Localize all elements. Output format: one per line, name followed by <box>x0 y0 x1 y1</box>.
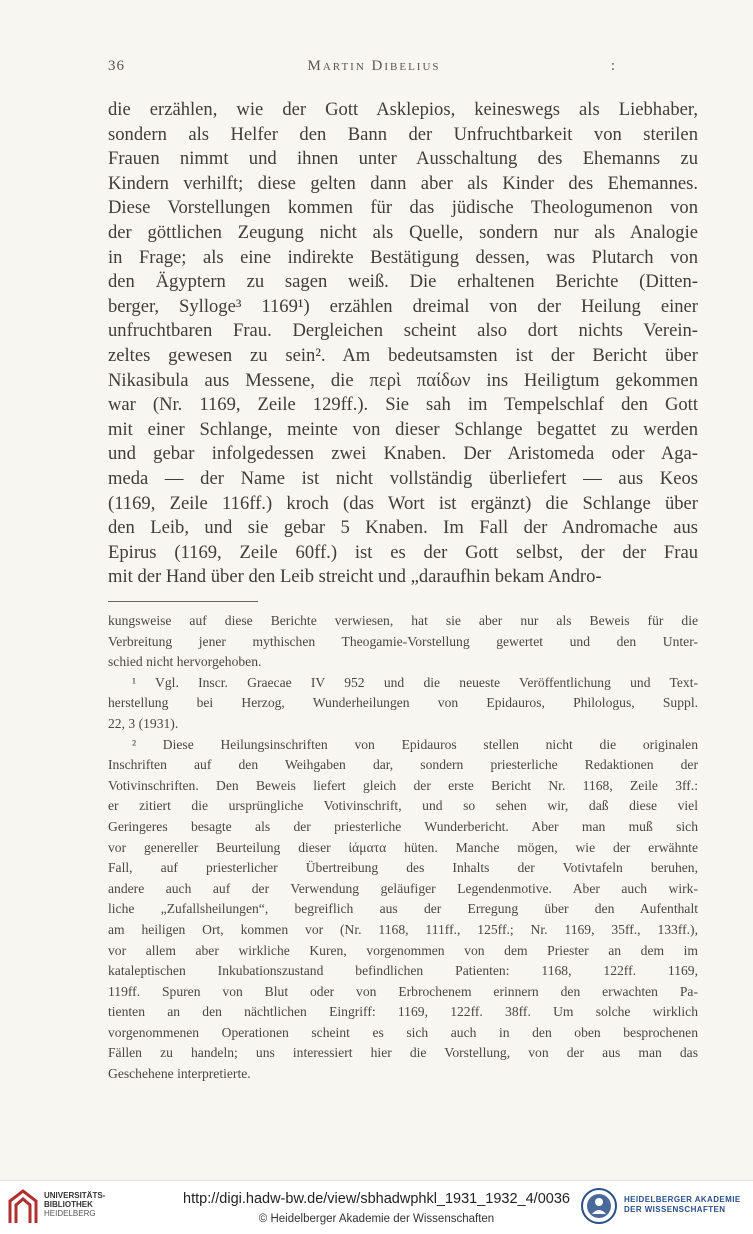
text-line: Epirus (1169, Zeile 60ff.) ist es der Gott selbst, der der Frau <box>108 541 698 563</box>
footnote-line: kataleptischen Inkubationszustand befindlichen Patienten: 1168, 122ff. 1169, <box>108 963 698 979</box>
text-line: unfruchtbaren Frau. Dergleichen scheint also dort nichts Verein- <box>108 320 698 342</box>
academy-name-line2: DER WISSENSCHAFTEN <box>624 1205 726 1214</box>
footnote-line: Inschriften auf den Weihgaben dar, sondern priesterliche Redaktionen der <box>108 757 698 773</box>
page-header <box>108 58 640 78</box>
footnote-line: ¹ Vgl. Inscr. Graecae IV 952 und die neueste Veröffentlichung und Text- <box>132 674 698 690</box>
main-text <box>108 98 698 590</box>
footnote-line: schied nicht hervorgehoben. <box>108 654 262 670</box>
footnote-line: Fällen zu handeln; uns interessiert hier die Vorstellung, von der aus man das <box>108 1045 698 1061</box>
text-line: der göttlichen Zeugung nicht als Quelle, sondern nur als Analogie <box>108 221 698 243</box>
text-line: sondern als Helfer den Bann der Unfruchtbarkeit von sterilen <box>108 123 698 145</box>
copyright-notice: © Heidelberger Akademie der Wissenschaften <box>258 1213 495 1225</box>
footnote-line: vor allem aber wirkliche Kuren, vorgenommen von dem Priester an dem im <box>108 942 698 958</box>
academy-name-line1: HEIDELBERGER AKADEMIE <box>624 1195 741 1204</box>
permalink-url[interactable]: http://digi.hadw-bw.de/view/sbhadwphkl_1931_1932_4/0036 <box>183 1191 570 1207</box>
academy-name <box>624 1195 741 1215</box>
text-line: zeltes gewesen zu sein². Am bedeutsamsten ist der Bericht über <box>108 344 698 366</box>
footnote-line: Votivinschriften. Den Beweis liefert gleich der erste Bericht Nr. 1168, Zeile 3ff.: <box>108 777 698 793</box>
footnote-line: Geschehene interpretierte. <box>108 1066 251 1082</box>
running-title: Martin Dibelius <box>307 58 441 74</box>
footnote-line: Fall, auf priesterlicher Übertreibung des Inhalts der Votivtafeln beruhen, <box>108 860 698 876</box>
library-name-line2: BIBLIOTHEK <box>44 1200 93 1209</box>
text-line: war (Nr. 1169, Zeile 129ff.). Sie sah im Tempelschlaf den Gott <box>108 394 698 416</box>
footnote-line: Geringeres besagte als der priesterliche Wunderbericht. Aber man muß sich <box>108 818 698 834</box>
footnote-line: Verbreitung jener mythischen Theogamie-Vorstellung gewertet und den Unter- <box>108 633 698 649</box>
footnote-line: tienten an den nächtlichen Eingriff: 1169, 122ff. 38ff. Um solche wirklich <box>108 1004 698 1020</box>
text-line: Nikasibula aus Messene, die περὶ παίδων ins Heiligtum gekommen <box>108 369 698 391</box>
viewer-footer <box>0 1180 753 1234</box>
text-line: die erzählen, wie der Gott Asklepios, keineswegs als Liebhaber, <box>108 99 698 120</box>
footnote-line: 22, 3 (1931). <box>108 715 179 731</box>
footnote-line: ² Diese Heilungsinschriften von Epidauros stellen nicht die originalen <box>132 736 698 752</box>
text-line: Frauen nimmt und ihnen unter Ausschaltung des Ehemanns zu <box>108 148 698 170</box>
text-line: und gebar infolgedessen zwei Knaben. Der Aristomeda oder Aga- <box>108 443 698 465</box>
footnote-line: 119ff. Spuren von Blut oder von Erbrochenem erinnern den erwachten Pa- <box>108 983 698 999</box>
footnotes <box>108 611 698 1085</box>
footnote-line: er zitiert die ursprüngliche Votivinschrift, und so sehen wir, daß diese viel <box>108 798 698 814</box>
library-name-line3: HEIDELBERG <box>44 1209 96 1218</box>
footnote-line: herstellung bei Herzog, Wunderheilungen von Epidauros, Philologus, Suppl. <box>108 695 698 711</box>
text-line: berger, Sylloge³ 1169¹) erzählen dreimal von der Heilung einer <box>108 295 698 317</box>
text-line: (1169, Zeile 116ff.) kroch (das Wort ist ergänzt) die Schlange über <box>108 492 698 514</box>
text-line: den Ägyptern zu sagen weiß. Die erhaltenen Berichte (Ditten- <box>108 271 698 293</box>
footnote-line: kungsweise auf diese Berichte verwiesen, hat sie aber nur als Beweis für die <box>108 613 698 628</box>
academy-seal-icon <box>580 1187 618 1225</box>
footnote-line: vor genereller Beurteilung dieser ἰάματα hüten. Manche mögen, wie der erwähnte <box>108 839 698 855</box>
text-line: Diese Vorstellungen kommen für das jüdische Theologumenon von <box>108 197 698 219</box>
text-line: mit einer Schlange, meinte von dieser Schlange begattet zu werden <box>108 418 698 440</box>
footnote-rule <box>108 601 258 602</box>
library-name-line1: UNIVERSITÄTS- <box>44 1191 106 1200</box>
footnote-line: liche „Zufallsheilungen“, begreiflich aus der Erregung über den Aufenthalt <box>108 901 698 917</box>
footnote-line: am heiligen Ort, kommen vor (Nr. 1168, 111ff., 125ff.; Nr. 1169, 35ff., 133ff.), <box>108 921 698 937</box>
text-line: in Frage; als eine indirekte Bestätigung dessen, was Plutarch von <box>108 246 698 268</box>
text-line: mit der Hand über den Leib streicht und „daraufhin bekam Andro- <box>108 566 602 588</box>
footnote-line: andere auch auf der Verwendung geläufiger Legendenmotive. Aber auch wirk- <box>108 880 698 896</box>
footnote-line: vorgenommenen Operationen scheint es sich auch in den oben besprochenen <box>108 1024 698 1040</box>
text-line: meda — der Name ist nicht vollständig überliefert — aus Keos <box>108 467 698 489</box>
text-line: den Leib, und sie gebar 5 Knaben. Im Fall der Andromache aus <box>108 517 698 539</box>
running-title-colon: : <box>610 58 616 74</box>
page-number: 36 <box>108 58 125 74</box>
text-line: Kindern verhilft; diese gelten dann aber als Kinder des Ehemannes. <box>108 172 698 194</box>
